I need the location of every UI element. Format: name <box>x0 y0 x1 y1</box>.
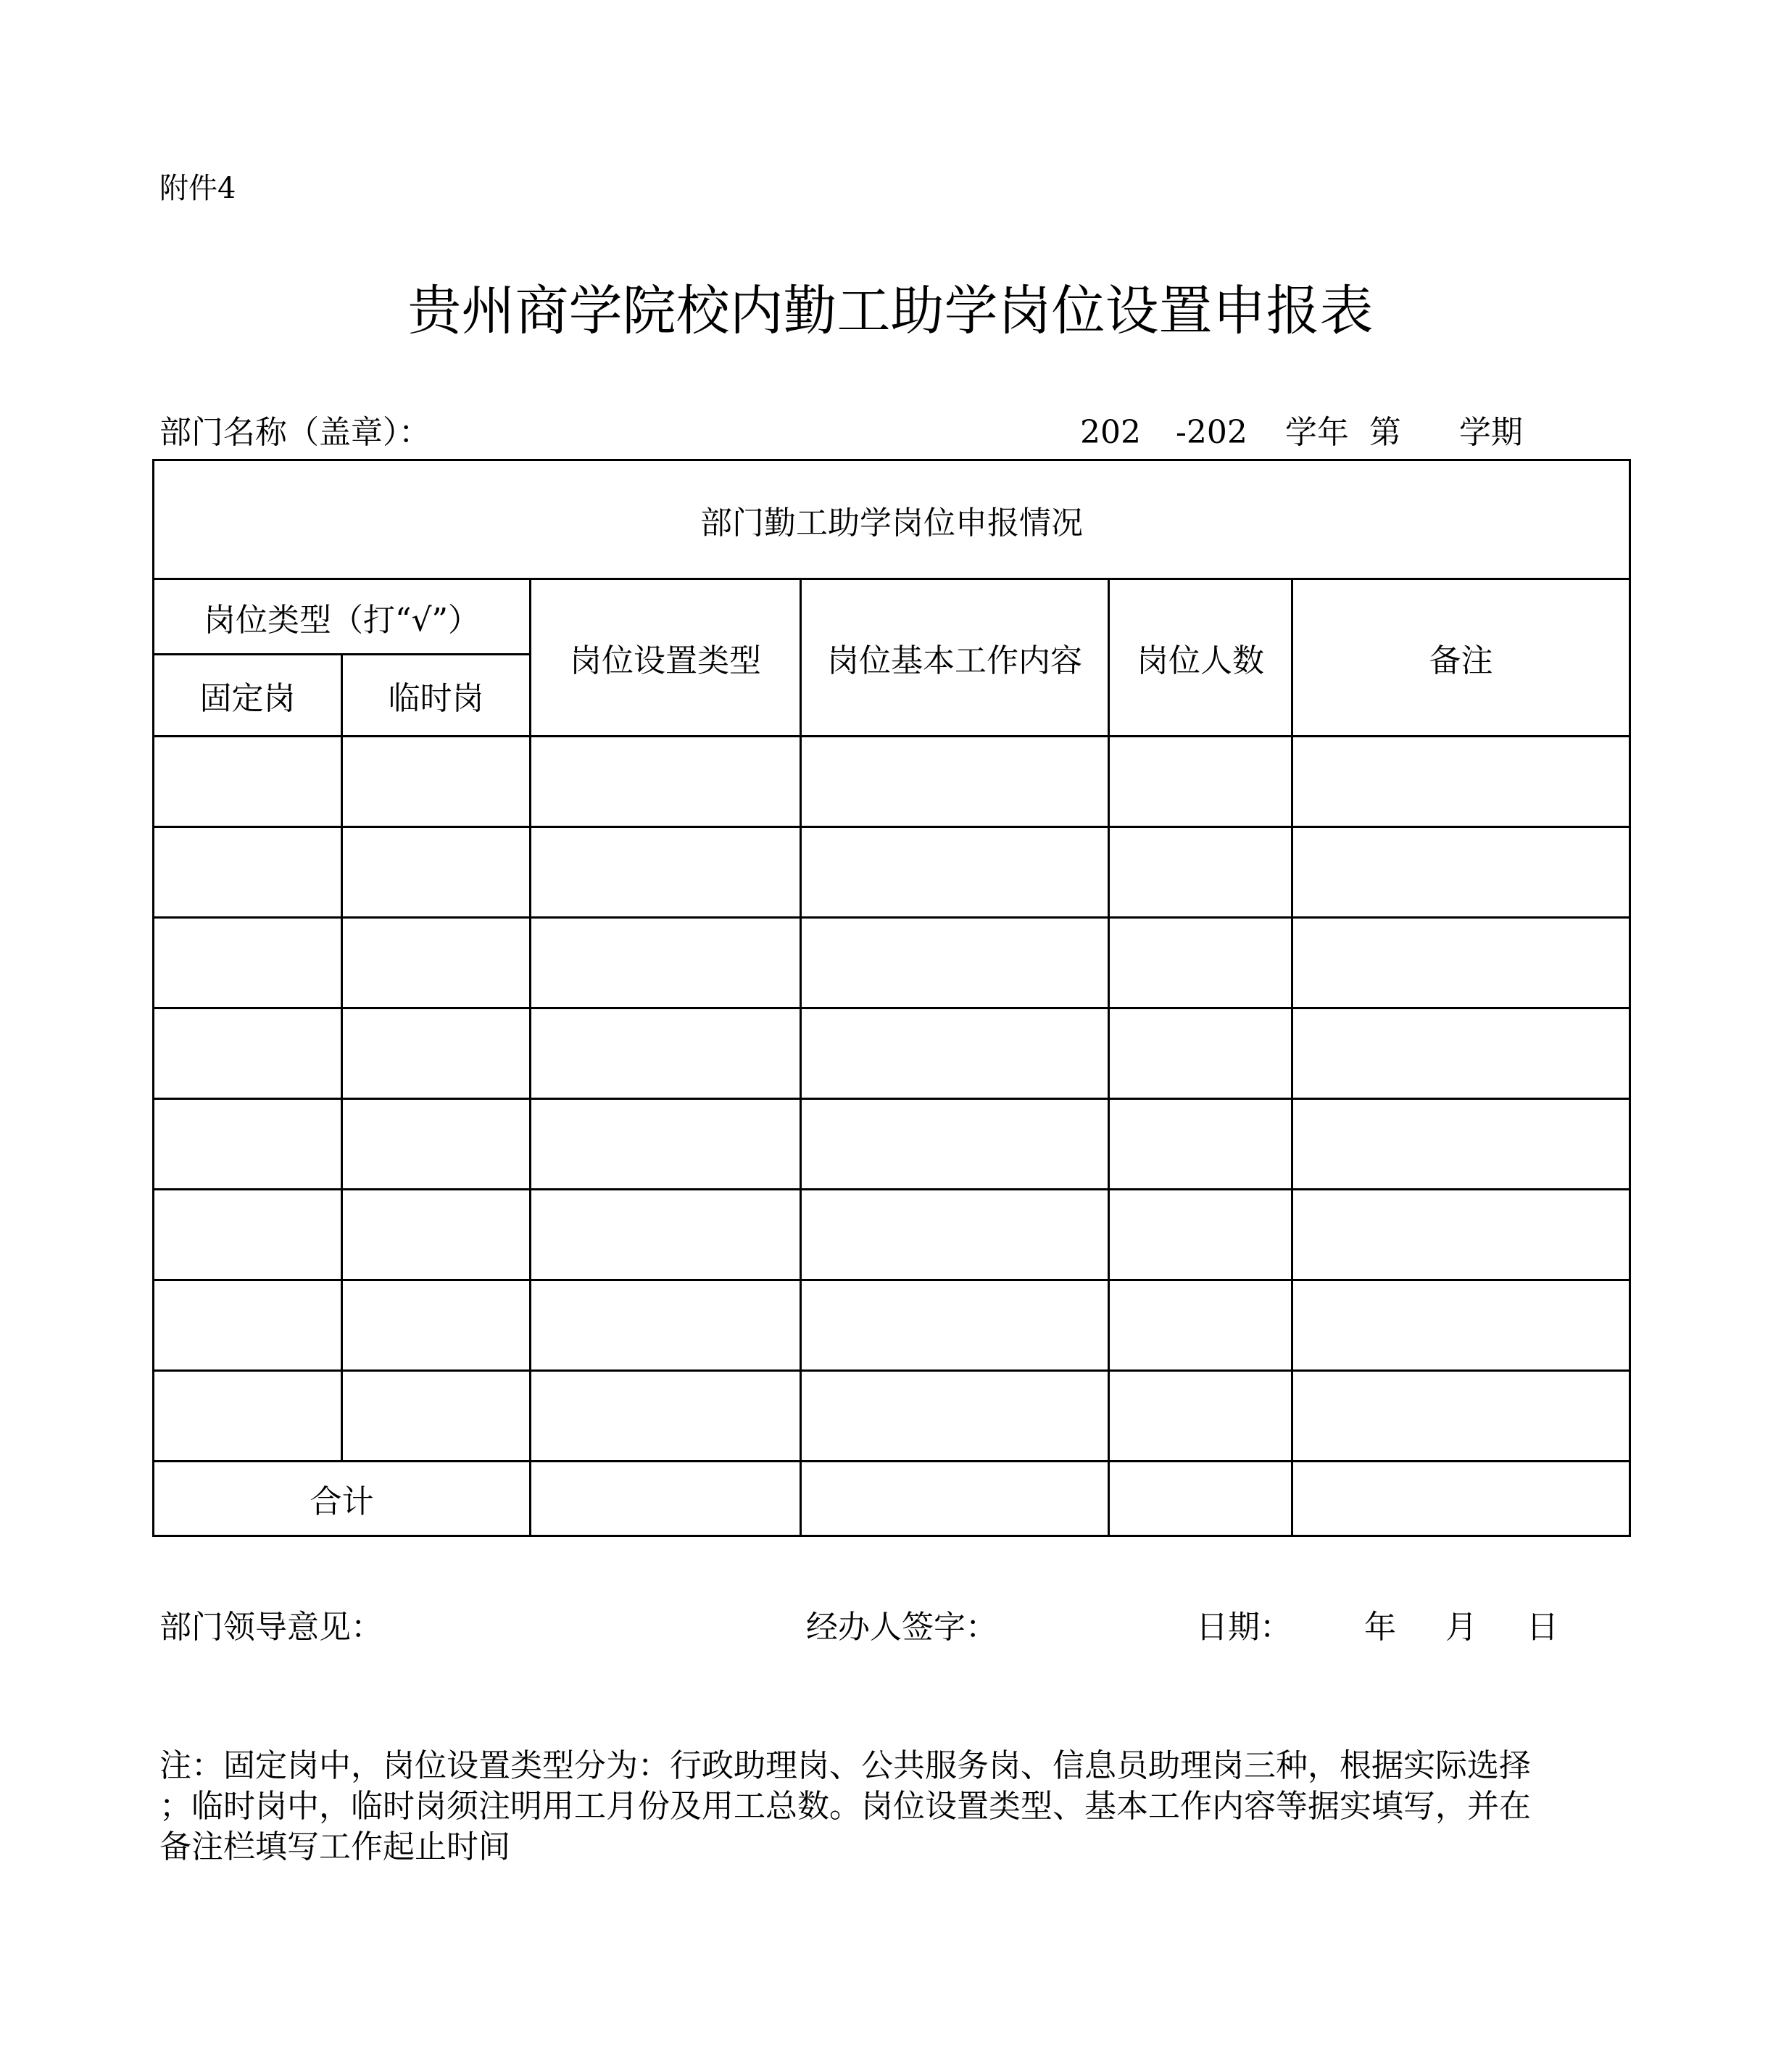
setting-type-cell[interactable] <box>531 1371 801 1462</box>
setting-type-cell[interactable] <box>531 1008 801 1099</box>
fixed-post-cell[interactable] <box>154 737 342 827</box>
remark-cell[interactable] <box>1292 1280 1630 1371</box>
remark-cell[interactable] <box>1292 1190 1630 1280</box>
academic-year-label: 学年 <box>1284 414 1349 451</box>
total-work-content-cell[interactable] <box>801 1462 1109 1536</box>
total-post-count-cell[interactable] <box>1109 1462 1292 1536</box>
date-line <box>1196 1601 1558 1647</box>
setting-type-cell[interactable] <box>531 1280 801 1371</box>
table-row <box>154 1371 1630 1462</box>
setting-type-cell[interactable] <box>531 1099 801 1190</box>
table-row <box>154 1008 1630 1099</box>
work-content-cell[interactable] <box>801 1099 1109 1190</box>
temp-post-cell[interactable] <box>342 1371 531 1462</box>
header-post-type: 岗位类型（打“√”） <box>154 579 531 655</box>
application-table <box>152 459 1631 1537</box>
department-name-label: 部门名称（盖章）： <box>159 414 431 451</box>
footnote <box>159 1746 1609 1868</box>
setting-type-cell[interactable] <box>531 737 801 827</box>
total-setting-type-cell[interactable] <box>531 1462 801 1536</box>
remark-cell[interactable] <box>1292 737 1630 827</box>
table-row <box>154 827 1630 918</box>
header-work-content: 岗位基本工作内容 <box>801 579 1109 737</box>
header-setting-type: 岗位设置类型 <box>531 579 801 737</box>
post-count-cell[interactable] <box>1109 827 1292 918</box>
table-row <box>154 1099 1630 1190</box>
temp-post-cell[interactable] <box>342 1190 531 1280</box>
remark-cell[interactable] <box>1292 827 1630 918</box>
header-temp-post: 临时岗 <box>342 655 531 737</box>
post-count-cell[interactable] <box>1109 918 1292 1008</box>
temp-post-cell[interactable] <box>342 1008 531 1099</box>
total-remark-cell[interactable] <box>1292 1462 1630 1536</box>
remark-cell[interactable] <box>1292 1008 1630 1099</box>
academic-year-line <box>1080 406 1523 452</box>
date-year: 年 <box>1364 1609 1396 1646</box>
table-row <box>154 1190 1630 1280</box>
post-count-cell[interactable] <box>1109 1371 1292 1462</box>
work-content-cell[interactable] <box>801 1008 1109 1099</box>
post-count-cell[interactable] <box>1109 737 1292 827</box>
total-row <box>154 1462 1630 1536</box>
post-count-cell[interactable] <box>1109 1008 1292 1099</box>
post-count-cell[interactable] <box>1109 1280 1292 1371</box>
temp-post-cell[interactable] <box>342 737 531 827</box>
header-post-count: 岗位人数 <box>1109 579 1292 737</box>
fixed-post-cell[interactable] <box>154 1190 342 1280</box>
footnote-line-2: ；临时岗中，临时岗须注明用工月份及用工总数。岗位设置类型、基本工作内容等据实填写，并在 <box>159 1788 1531 1825</box>
remark-cell[interactable] <box>1292 1371 1630 1462</box>
temp-post-cell[interactable] <box>342 1280 531 1371</box>
fixed-post-cell[interactable] <box>154 1099 342 1190</box>
temp-post-cell[interactable] <box>342 827 531 918</box>
fixed-post-cell[interactable] <box>154 1008 342 1099</box>
date-day: 日 <box>1527 1609 1558 1646</box>
semester-prefix: 第 <box>1369 414 1401 451</box>
header-fixed-post: 固定岗 <box>154 655 342 737</box>
work-content-cell[interactable] <box>801 918 1109 1008</box>
work-content-cell[interactable] <box>801 1371 1109 1462</box>
work-content-cell[interactable] <box>801 827 1109 918</box>
handler-signature-label: 经办人签字： <box>806 1609 997 1646</box>
work-content-cell[interactable] <box>801 737 1109 827</box>
setting-type-cell[interactable] <box>531 827 801 918</box>
fixed-post-cell[interactable] <box>154 827 342 918</box>
post-count-cell[interactable] <box>1109 1099 1292 1190</box>
work-content-cell[interactable] <box>801 1280 1109 1371</box>
work-content-cell[interactable] <box>801 1190 1109 1280</box>
table-row <box>154 737 1630 827</box>
table-row <box>154 918 1630 1008</box>
post-count-cell[interactable] <box>1109 1190 1292 1280</box>
table-row <box>154 1280 1630 1371</box>
page-title: 贵州商学院校内勤工助学岗位设置申报表 <box>407 280 1374 342</box>
footnote-line-3: 备注栏填写工作起止时间 <box>159 1828 510 1865</box>
attachment-label: 附件4 <box>159 172 236 205</box>
date-month: 月 <box>1445 1609 1477 1646</box>
fixed-post-cell[interactable] <box>154 1280 342 1371</box>
total-label: 合计 <box>154 1462 531 1536</box>
header-remark: 备注 <box>1292 579 1630 737</box>
fixed-post-cell[interactable] <box>154 1371 342 1462</box>
fixed-post-cell[interactable] <box>154 918 342 1008</box>
temp-post-cell[interactable] <box>342 918 531 1008</box>
setting-type-cell[interactable] <box>531 918 801 1008</box>
remark-cell[interactable] <box>1292 1099 1630 1190</box>
setting-type-cell[interactable] <box>531 1190 801 1280</box>
temp-post-cell[interactable] <box>342 1099 531 1190</box>
footnote-line-1: 注：固定岗中，岗位设置类型分为：行政助理岗、公共服务岗、信息员助理岗三种，根据实际选择 <box>159 1747 1531 1784</box>
year-start: 202 <box>1080 414 1141 451</box>
year-end: -202 <box>1175 414 1247 451</box>
section-title: 部门勤工助学岗位申报情况 <box>154 460 1630 579</box>
leader-opinion-label: 部门领导意见： <box>159 1609 383 1646</box>
remark-cell[interactable] <box>1292 918 1630 1008</box>
date-label: 日期： <box>1196 1609 1292 1646</box>
semester-label: 学期 <box>1458 414 1523 451</box>
